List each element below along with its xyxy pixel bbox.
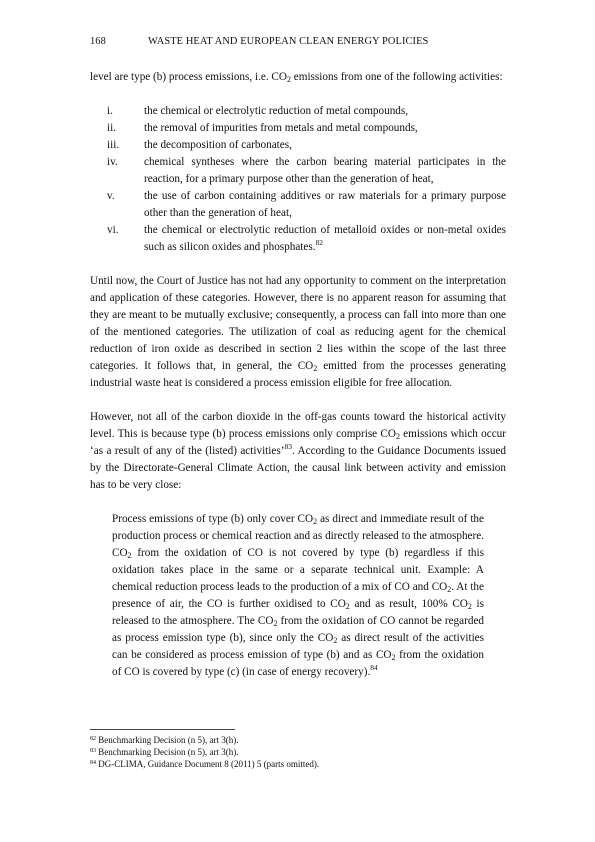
intro-paragraph: level are type (b) process emissions, i.e. $CO_2$ emissions from one of the following activities:	[90, 71, 503, 84]
list-item: iii. the decomposition of carbonates,	[107, 139, 292, 151]
running-title: WASTE HEAT AND EUROPEAN CLEAN ENERGY POLICIES	[148, 36, 429, 47]
list-item: iv. chemical syntheses where the carbon bearing material participates in the reaction, for a primary purpose other than the generation of heat,	[107, 156, 506, 185]
list-item: i. the chemical or electrolytic reduction of metal compounds,	[107, 105, 409, 117]
page-number: 168	[90, 36, 106, 47]
paragraph-historical: However, not all of the carbon dioxide in the off-gas counts toward the historical activity level. This is because type (b) process emissions only comprise $CO_2$ emissions which occur ‘as a result of any of the (listed) activities’$^{83}$. According to the Guidance Documents issued by the Directorate-General Climate Action, the causal link between activity and emission has to be very close:	[90, 411, 507, 491]
footnote: $^{83}$ Benchmarking Decision (n 5), art 3(h).	[90, 747, 239, 757]
footnotes	[90, 734, 506, 770]
footnote: $^{84}$ DG-CLIMA, Guidance Document 8 (2011) 5 (parts omitted).	[90, 759, 320, 769]
footnote-divider	[90, 729, 235, 730]
footnote: $^{82}$ Benchmarking Decision (n 5), art 3(h).	[90, 735, 239, 745]
list-item: vi. the chemical or electrolytic reduction of metalloid oxides or non-metal oxides such as silicon oxides and phosphates.$^{82}$	[107, 224, 506, 253]
footnote-ref[interactable]: 84	[370, 663, 378, 672]
list-item: ii. the removal of impurities from metals and metal compounds,	[107, 122, 418, 134]
footnote-ref[interactable]: 83	[284, 442, 292, 451]
activity-list	[90, 103, 506, 256]
paragraph-court: Until now, the Court of Justice has not had any opportunity to comment on the interpretation and application of these categories. However, there is no apparent reason for assuming that they are meant to be mutually exclusive; consequently, a process can fall into more than one of the mentioned categories. The utilization of coal as reducing agent for the chemical reduction of iron oxide as described in section 2 lies within the scope of the last three categories. It follows that, in general, the $CO_2$ emitted from the processes generating industrial waste heat is considered a process emission eligible for free allocation.	[90, 275, 506, 389]
footnote-ref[interactable]: 82	[315, 238, 324, 247]
block-quote: Process emissions of type (b) only cover $CO_2$ as direct and immediate result of the production process or chemical reaction and as directly released to the atmosphere. $CO_2$ from the oxidation of CO is not covered by type (b) regardless if this oxidation takes place in the same or a separate technical unit. Example: A chemical reduction process leads to the production of a mix of CO and $CO_2$. At the presence of air, the CO is further oxidised to $CO_2$ and as result, 100% $CO_2$ is released to the atmosphere. The $CO_2$ from the oxidation of CO cannot be regarded as process emission type (b), since only the $CO_2$ as direct result of the activities can be considered as process emission of type (b) and as $CO_2$ from the oxidation of CO is covered by type (c) (in case of energy recovery).$^{84}$	[112, 513, 485, 678]
list-item: v. the use of carbon containing additives or raw materials for a primary purpose other than the generation of heat,	[107, 190, 506, 219]
body-text	[90, 69, 506, 681]
